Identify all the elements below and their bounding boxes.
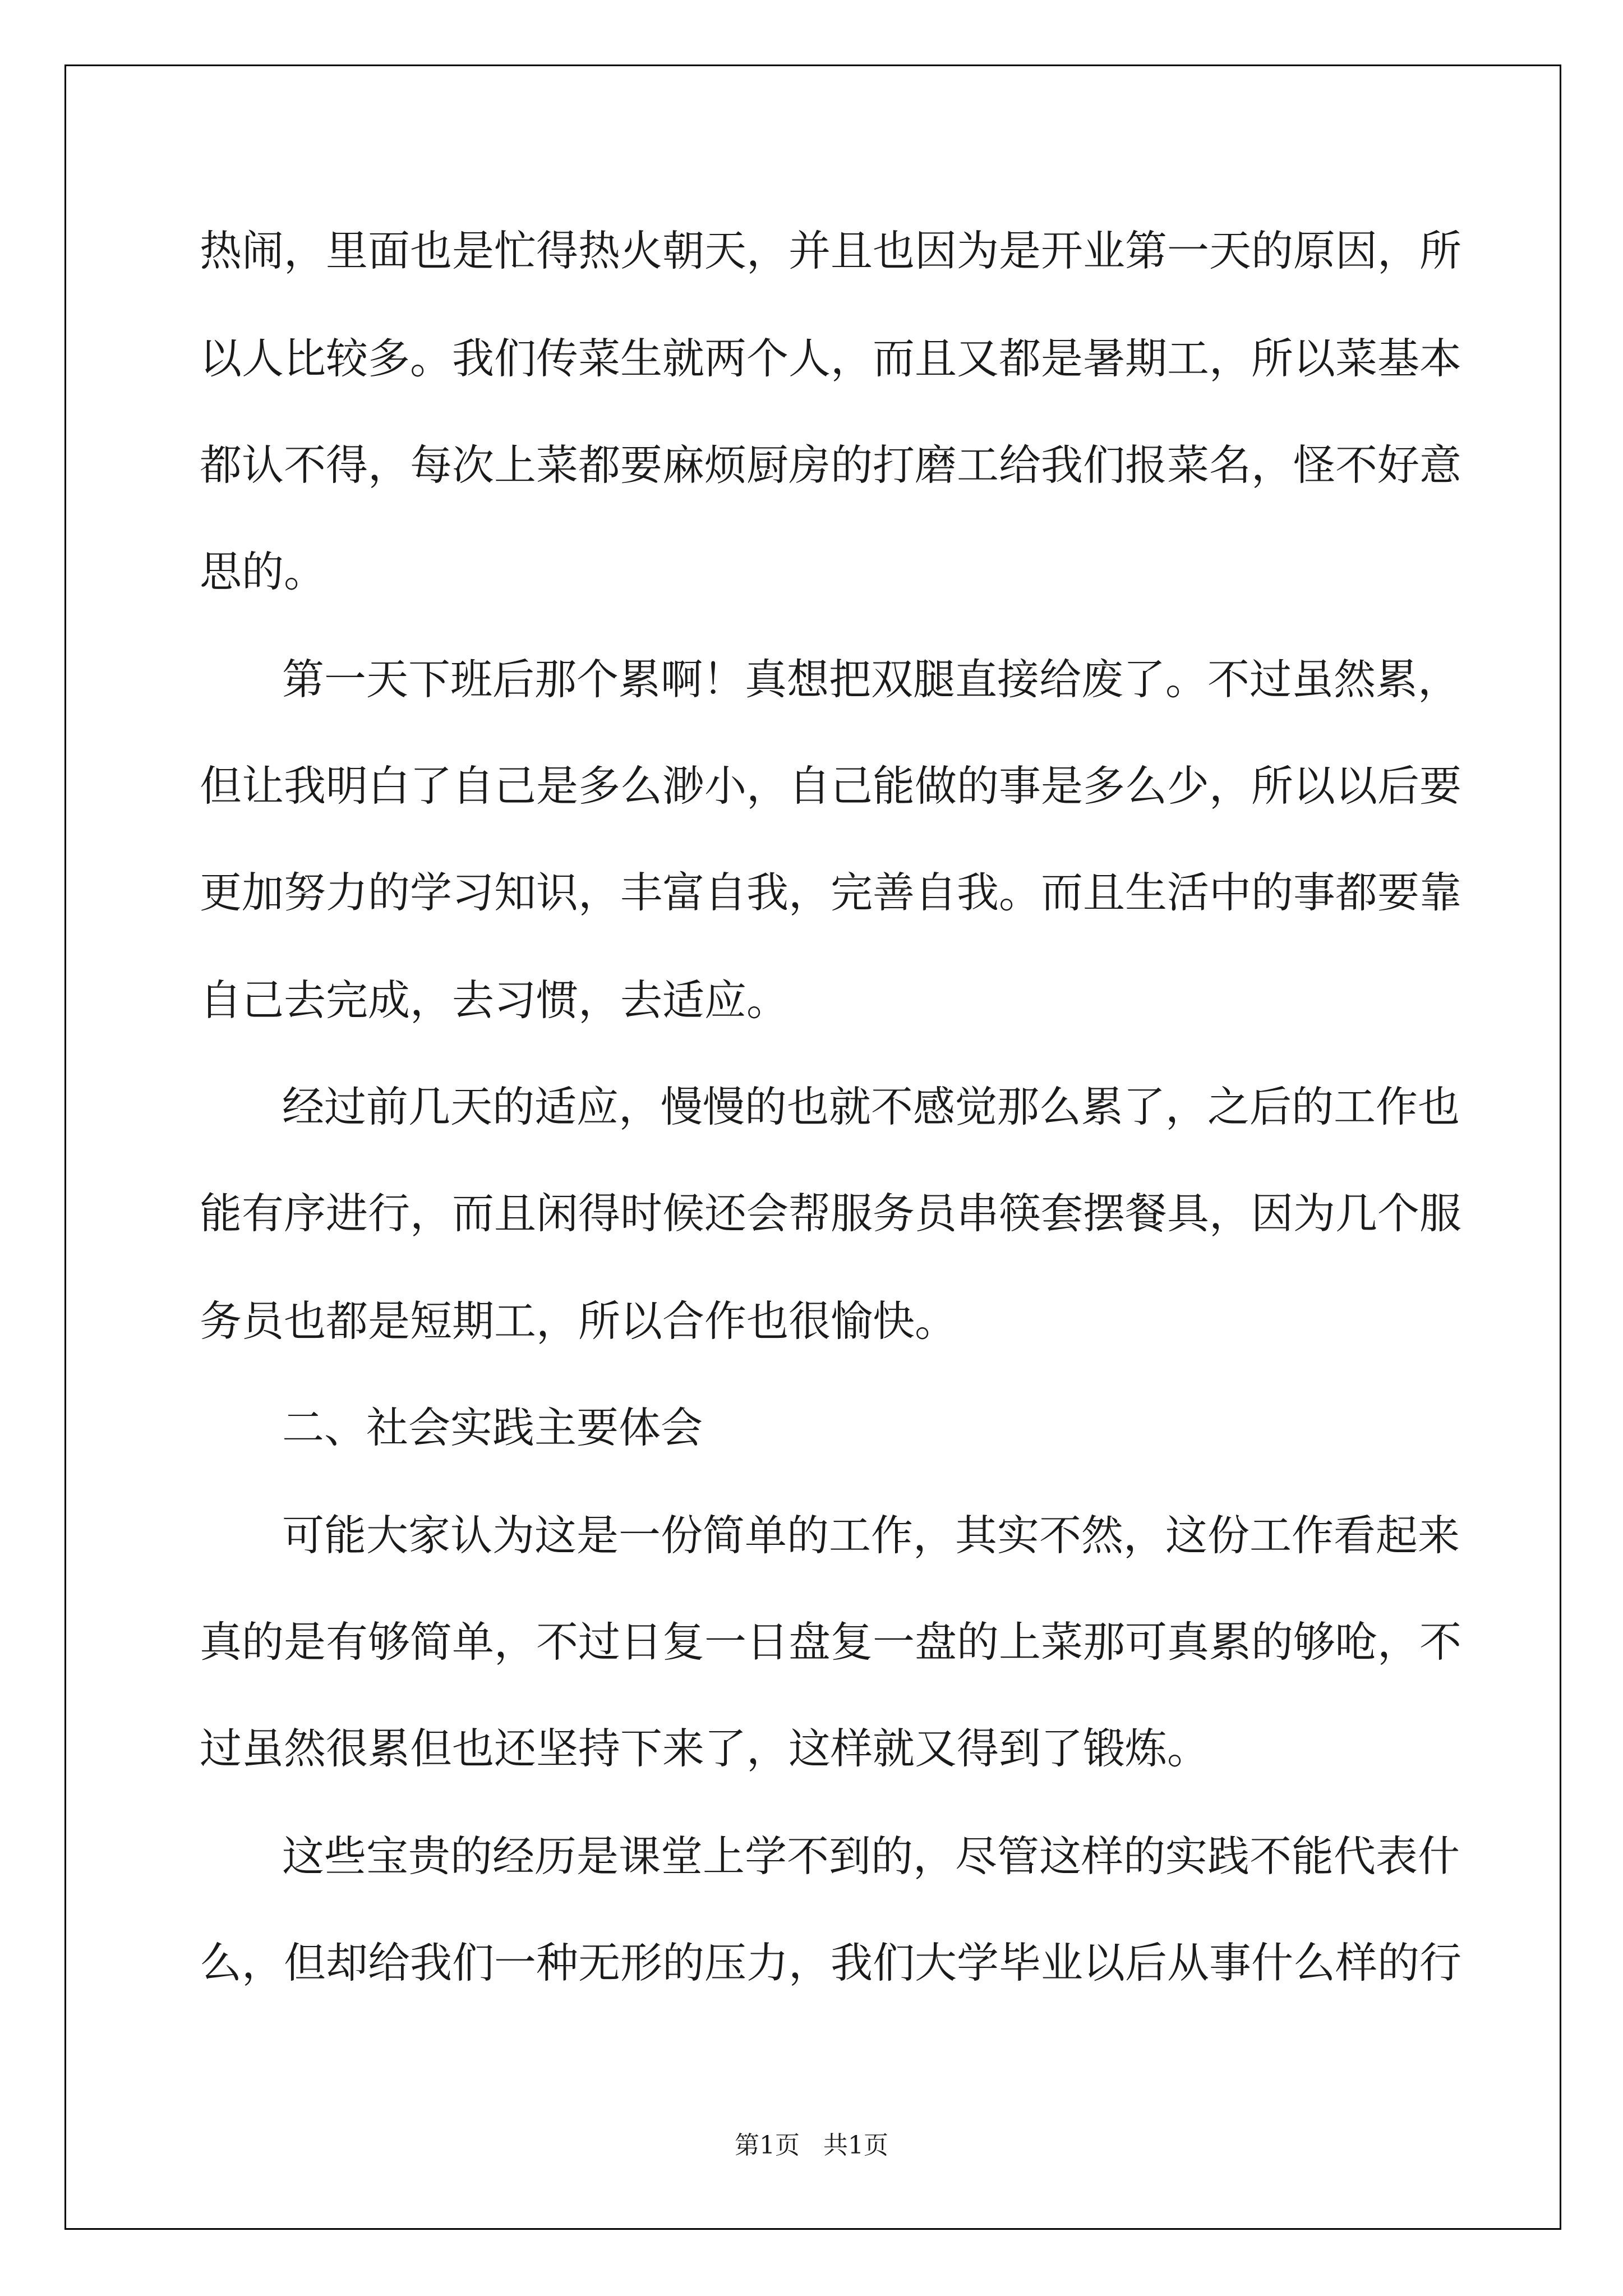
paragraph-1-line-3: 都认不得，每次上菜都要麻烦厨房的打磨工给我们报菜名，怪不好意	[200, 440, 1462, 490]
paragraph-3-line-3: 务员也都是短期工，所以合作也很愉快。	[200, 1296, 957, 1346]
section-heading: 二、社会实践主要体会	[282, 1403, 703, 1452]
paragraph-1-line-4: 思的。	[200, 547, 326, 596]
paragraph-5-line-1: 这些宝贵的经历是课堂上学不到的，尽管这样的实践不能代表什	[282, 1832, 1460, 1881]
page-border	[64, 65, 1561, 2230]
page-footer: 第1页 共1页	[735, 2131, 888, 2160]
paragraph-4-line-1: 可能大家认为这是一份简单的工作，其实不然，这份工作看起来	[282, 1511, 1460, 1560]
paragraph-4-line-2: 真的是有够简单，不过日复一日盘复一盘的上菜那可真累的够呛，不	[200, 1617, 1462, 1667]
paragraph-2-line-3: 更加努力的学习知识，丰富自我，完善自我。而且生活中的事都要靠	[200, 868, 1462, 917]
paragraph-3-line-1: 经过前几天的适应，慢慢的也就不感觉那么累了，之后的工作也	[282, 1082, 1460, 1131]
paragraph-2-line-2: 但让我明白了自己是多么渺小，自己能做的事是多么少，所以以后要	[200, 761, 1462, 811]
paragraph-4-line-3: 过虽然很累但也还坚持下来了，这样就又得到了锻炼。	[200, 1724, 1210, 1773]
paragraph-2-line-4: 自己去完成，去习惯，去适应。	[200, 976, 789, 1025]
paragraph-3-line-2: 能有序进行，而且闲得时候还会帮服务员串筷套摆餐具，因为几个服	[200, 1189, 1462, 1238]
paragraph-2-line-1: 第一天下班后那个累啊！真想把双腿直接给废了。不过虽然累，	[282, 655, 1460, 704]
paragraph-5-line-2: 么，但却给我们一种无形的压力，我们大学毕业以后从事什么样的行	[200, 1938, 1462, 1987]
paragraph-1-line-2: 以人比较多。我们传菜生就两个人，而且又都是暑期工，所以菜基本	[200, 334, 1462, 383]
paragraph-1-line-1: 热闹，里面也是忙得热火朝天，并且也因为是开业第一天的原因，所	[200, 226, 1462, 275]
